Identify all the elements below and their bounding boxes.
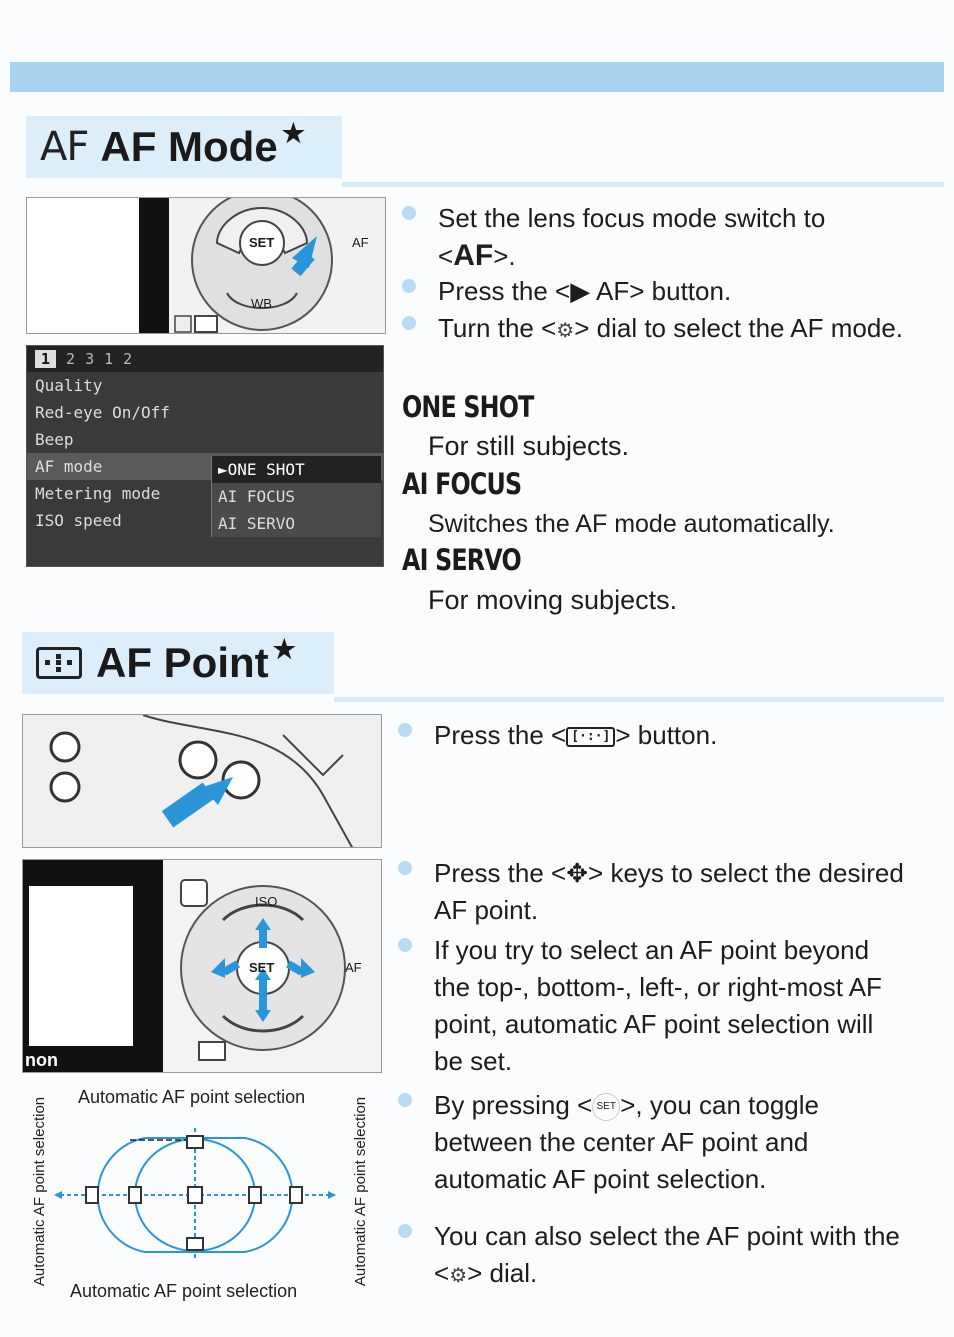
af-icon: AF: [40, 124, 89, 170]
term-ai-focus: AI FOCUS: [402, 467, 522, 501]
lcd-screen-blank: [29, 886, 133, 1046]
af-point-title: AF Point: [96, 639, 269, 686]
term-ai-servo: AI SERVO: [402, 543, 521, 577]
menu-row-beep: Beep: [35, 430, 74, 449]
menu-row-red-eye: Red-eye On/Off: [35, 403, 170, 422]
tab-shooting-2: 2: [66, 350, 76, 368]
bullet-icon: [398, 938, 412, 952]
heading-rule: [342, 182, 944, 187]
step-auto-selection-note: If you try to select an AF point beyond the top-, bottom-, left-, or right-most AF point, automatic AF point selection will be set.: [398, 932, 904, 1080]
tab-shooting-1: 1: [35, 350, 56, 368]
af-point-center: [188, 1187, 202, 1203]
af-point-far-right: [290, 1187, 302, 1203]
af-point-selection-icon: [36, 647, 82, 679]
cross-keys-icon: ✥: [566, 858, 589, 888]
bullet-icon: [398, 1224, 412, 1238]
star-icon: ★: [281, 117, 305, 148]
af-label: AF: [345, 960, 362, 975]
set-button-icon: SET: [592, 1093, 620, 1121]
bullet-icon: [402, 316, 416, 330]
camera-top-photo: [22, 714, 382, 848]
step-toggle-center: By pressing < SET >, you can toggle between the center AF point and automatic AF point selection.: [398, 1087, 904, 1198]
af-label: AF: [352, 235, 369, 250]
af-point-heading: [22, 632, 334, 694]
option-ai-focus: AI FOCUS: [211, 483, 381, 510]
right-arrow-icon: [328, 1191, 336, 1199]
step-press-af-point-button: Press the < [·:·] > button.: [398, 717, 904, 754]
step-select-with-dial: You can also select the AF point with the <⚙> dial.: [398, 1218, 904, 1301]
desc-ai-focus: Switches the AF mode automatically.: [428, 510, 835, 538]
bullet-icon: [402, 206, 416, 220]
diagram-top-label: Automatic AF point selection: [78, 1087, 306, 1107]
bullet-icon: [402, 279, 416, 293]
left-arrow-icon: [54, 1191, 62, 1199]
desc-ai-servo: For moving subjects.: [428, 585, 678, 615]
wb-label: WB: [251, 296, 272, 311]
lcd-menu-screen: [26, 345, 384, 567]
cross-keys-illustration: [167, 198, 386, 334]
diagram-right-label: Automatic AF point selection: [352, 1096, 370, 1287]
heading-rule: [334, 697, 944, 702]
af-mode-title: AF Mode: [100, 123, 278, 170]
term-one-shot: ONE SHOT: [402, 390, 534, 424]
option-one-shot: ►ONE SHOT: [211, 456, 381, 483]
tab-setup-2: 2: [123, 350, 133, 368]
af-mode-heading: [26, 116, 342, 178]
dial-glyph-icon: ⚙: [449, 1265, 468, 1287]
lcd-menu-tabs: [27, 346, 383, 372]
step-lens-switch: Set the lens focus mode switch to <AF>.: [402, 200, 908, 275]
set-label: SET: [249, 235, 275, 250]
camera-cross-keys-photo: [22, 859, 382, 1073]
iso-label: ISO: [255, 894, 278, 909]
tab-setup-1: 1: [104, 350, 114, 368]
step-press-af-button: Press the <▶ AF> button.: [402, 273, 908, 310]
af-point-far-left: [86, 1187, 98, 1203]
bullet-icon: [398, 723, 412, 737]
af-point-button-illustration: [23, 715, 382, 848]
af-point-bottom: [187, 1238, 203, 1250]
af-point-left: [129, 1187, 141, 1203]
step-press-cross-keys: Press the <✥> keys to select the desired AF point.: [398, 855, 904, 929]
af-mode-options: [211, 456, 381, 537]
tab-playback: 3: [85, 350, 95, 368]
set-label: SET: [249, 960, 275, 975]
bullet-icon: [398, 861, 412, 875]
menu-row-iso: ISO speed: [35, 511, 122, 530]
af-point-right: [249, 1187, 261, 1203]
brand-label: non: [25, 1050, 58, 1070]
option-ai-servo: AI SERVO: [211, 510, 381, 537]
step-turn-dial: Turn the <⚙> dial to select the AF mode.: [402, 310, 908, 356]
star-icon: ★: [272, 633, 296, 664]
top-color-band: [10, 62, 944, 92]
af-button-icon: ▶ AF: [570, 276, 630, 306]
menu-row-af-mode: AF mode: [27, 453, 383, 480]
af-point-top: [187, 1136, 203, 1148]
menu-row-quality: Quality: [35, 376, 103, 395]
camera-back-photo: [26, 197, 386, 334]
diagram-bottom-label: Automatic AF point selection: [70, 1281, 298, 1301]
diagram-left-label: Automatic AF point selection: [31, 1096, 49, 1287]
af-point-diagram: [50, 1120, 340, 1280]
bullet-icon: [398, 1093, 412, 1107]
menu-row-metering: Metering mode: [35, 484, 161, 503]
dial-glyph-icon: ⚙: [556, 320, 575, 342]
desc-one-shot: For still subjects.: [428, 431, 630, 461]
lcd-bezel: [139, 198, 169, 334]
af-point-button-icon: [·:·]: [566, 727, 615, 747]
